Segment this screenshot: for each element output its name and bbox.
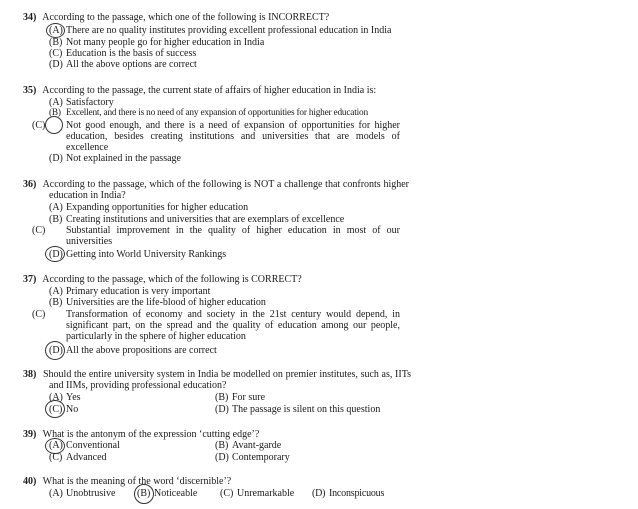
option-label: (D) xyxy=(49,345,63,356)
option-c[interactable] xyxy=(49,452,199,463)
question-number: 35) xyxy=(23,85,37,96)
option-text: Getting into World University Rankings xyxy=(66,249,227,260)
option-label: (B) xyxy=(49,37,63,48)
option-text: Conventional xyxy=(66,440,120,451)
option-label: (A) xyxy=(49,25,63,36)
option-label: (A) xyxy=(49,286,63,297)
option-label: (A) xyxy=(49,392,63,403)
option-text: Unobtrusive xyxy=(66,488,116,499)
option-label: (B) xyxy=(215,392,229,403)
question-text: According to the passage, which of the following is CORRECT? xyxy=(42,274,302,285)
option-d[interactable] xyxy=(215,404,390,415)
option-label: (C) xyxy=(220,488,234,499)
option-label: (B) xyxy=(49,297,63,308)
option-label: (D) xyxy=(49,153,63,164)
question-number: 38) xyxy=(23,369,37,380)
option-text: Avant-garde xyxy=(232,440,282,451)
option-a[interactable] xyxy=(49,286,409,297)
question-stem xyxy=(23,179,409,201)
question-number: 34) xyxy=(23,12,37,23)
option-label: (D) xyxy=(215,452,229,463)
question-stem xyxy=(23,429,393,440)
option-label: (D) xyxy=(215,404,229,415)
option-label: (D) xyxy=(312,488,326,499)
option-text: Substantial improvement in the quality of higher education in most of our universities xyxy=(66,225,400,247)
question-stem xyxy=(23,274,393,285)
option-b[interactable] xyxy=(49,214,409,225)
option-text: The passage is silent on this question xyxy=(232,404,381,415)
option-a[interactable] xyxy=(49,440,199,451)
question-text: What is the meaning of the word ‘discernible’? xyxy=(42,476,232,487)
option-label: (D) xyxy=(49,249,63,260)
option-text: There are no quality institutes providing excellent professional education in India xyxy=(66,25,392,36)
option-label: (A) xyxy=(49,202,63,213)
option-label: (B) xyxy=(49,108,61,118)
question-text: According to the passage, the current state of affairs of higher education in India is: xyxy=(42,85,377,96)
option-label: (C) xyxy=(32,309,46,320)
option-d[interactable] xyxy=(49,249,409,260)
option-label: (C) xyxy=(32,120,46,131)
option-a[interactable] xyxy=(49,392,199,403)
option-label: (C) xyxy=(49,404,63,415)
option-c[interactable] xyxy=(32,120,400,153)
question-stem xyxy=(23,476,393,487)
option-label: (B) xyxy=(137,488,151,499)
question-text: Should the entire university system in India be modelled on premier institutes, such as, IITs and IIMs, providing professional education? xyxy=(43,369,411,391)
question-text: What is the antonym of the expression ‘cutting edge’? xyxy=(42,429,260,440)
option-c[interactable] xyxy=(220,488,310,499)
option-b[interactable] xyxy=(137,488,217,499)
option-text: Unremarkable xyxy=(237,488,295,499)
question-number: 39) xyxy=(23,429,37,440)
option-text: For sure xyxy=(232,392,266,403)
option-text: Not good enough, and there is a need of expansion of opportunities for higher education, besides creating institutions and universities that are models of excellence xyxy=(66,120,400,153)
option-label: (B) xyxy=(49,214,63,225)
option-text: All the above propositions are correct xyxy=(66,345,217,356)
option-text: Expanding opportunities for higher education xyxy=(66,202,249,213)
option-text: No xyxy=(66,404,79,415)
option-label: (C) xyxy=(32,225,46,236)
option-text: Education is the basis of success xyxy=(66,48,197,59)
option-text: Not many people go for higher education in India xyxy=(66,37,265,48)
option-label: (A) xyxy=(49,488,63,499)
option-b[interactable] xyxy=(49,37,409,48)
option-b[interactable] xyxy=(215,392,385,403)
option-text: Yes xyxy=(66,392,81,403)
question-text: According to the passage, which one of the following is INCORRECT? xyxy=(42,12,330,23)
question-number: 36) xyxy=(23,179,37,190)
option-text: Not explained in the passage xyxy=(66,153,181,164)
option-a[interactable] xyxy=(49,97,409,108)
option-text: All the above options are correct xyxy=(66,59,197,70)
option-d[interactable] xyxy=(49,345,409,356)
option-text: Noticeable xyxy=(154,488,198,499)
question-text: According to the passage, which of the following is NOT a challenge that confronts higher education in India? xyxy=(42,179,409,201)
option-c[interactable] xyxy=(49,48,409,59)
option-b[interactable] xyxy=(49,297,409,308)
option-label: (B) xyxy=(215,440,229,451)
option-d[interactable] xyxy=(215,452,385,463)
option-text: Transformation of economy and society in the 21st century would depend, in significant part, on the spread and the quality of education among our people, particularly in the sphere of higher education xyxy=(66,309,400,342)
question-stem xyxy=(23,369,411,391)
option-text: Universities are the life-blood of higher education xyxy=(66,297,266,308)
option-d[interactable] xyxy=(49,153,409,164)
option-text: Satisfactory xyxy=(66,97,114,108)
option-text: Inconspicuous xyxy=(329,488,385,499)
option-c[interactable] xyxy=(32,309,400,342)
option-text: Advanced xyxy=(66,452,107,463)
option-c[interactable] xyxy=(49,404,199,415)
option-text: Creating institutions and universities that are exemplars of excellence xyxy=(66,214,345,225)
option-label: (A) xyxy=(49,440,63,451)
option-d[interactable] xyxy=(312,488,394,499)
option-label: (C) xyxy=(49,48,63,59)
option-label: (D) xyxy=(49,59,63,70)
option-a[interactable] xyxy=(49,202,409,213)
option-text: Contemporary xyxy=(232,452,290,463)
option-a[interactable] xyxy=(49,25,409,36)
option-label: (C) xyxy=(49,452,63,463)
question-stem xyxy=(23,85,393,96)
option-a[interactable] xyxy=(49,488,134,499)
option-c[interactable] xyxy=(32,225,400,247)
option-label: (A) xyxy=(49,97,63,108)
option-text: Excellent, and there is no need of any expansion of opportunities for higher education xyxy=(66,108,368,118)
option-text: Primary education is very important xyxy=(66,286,211,297)
question-stem xyxy=(23,12,393,23)
option-b[interactable] xyxy=(215,440,385,451)
option-b[interactable] xyxy=(49,108,409,119)
question-number: 40) xyxy=(23,476,37,487)
question-number: 37) xyxy=(23,274,37,285)
option-d[interactable] xyxy=(49,59,409,70)
